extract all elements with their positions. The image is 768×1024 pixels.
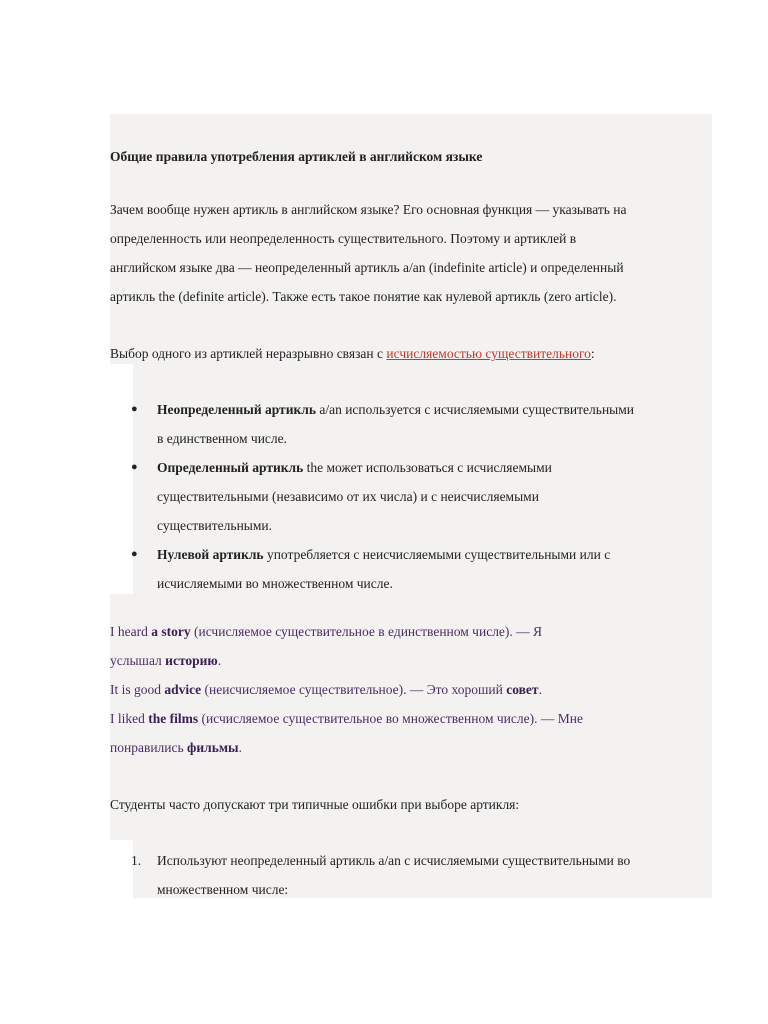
choice-text: Выбор одного из артиклей неразрывно связан с	[110, 346, 387, 361]
intro-paragraph-line-4: артикль the (definite article). Также есть такое понятие как нулевой артикль (zero article).	[110, 289, 617, 304]
example-1-line-1: I heard a story (исчисляемое существительное в единственном числе). — Я	[110, 624, 543, 639]
intro-paragraph-line-2: определенность или неопределенность существительного. Поэтому и артиклей в	[110, 231, 577, 246]
bullet-marker: ●	[131, 548, 138, 560]
choice-paragraph	[110, 339, 595, 368]
bullet-marker: ●	[131, 403, 138, 415]
example-3-line-2: понравились фильмы.	[110, 740, 242, 755]
errors-intro: Студенты часто допускают три типичные ошибки при выборе артикля:	[110, 797, 520, 812]
example-2: It is good advice (неисчисляемое существительное). — Это хороший совет.	[110, 682, 542, 697]
list-number: 1.	[131, 853, 142, 868]
page-title: Общие правила употребления артиклей в английском языке	[110, 149, 483, 164]
bullet-item-definite: Определенный артикль the может использоваться с исчисляемыми существительными (независимо от их числа) и с неисчисляемыми существительными.	[157, 460, 552, 533]
example-3-line-1: I liked the films (исчисляемое существительное во множественном числе). — Мне	[110, 711, 583, 726]
bullet-item-indefinite: Неопределенный артикль a/an используется с исчисляемыми существительными в единственном числе.	[157, 402, 635, 446]
numbered-item-1: Используют неопределенный артикль a/an с исчисляемыми существительными во множественном числе:	[157, 853, 631, 897]
bullet-item-zero: Нулевой артикль употребляется с неисчисляемыми существительными или с исчисляемыми во множественном числе.	[157, 547, 611, 591]
intro-paragraph-line-3: английском языке два — неопределенный артикль a/an (indefinite article) и определенный	[110, 260, 624, 275]
bullet-marker: ●	[131, 461, 138, 473]
example-1-line-2: услышал историю.	[110, 653, 222, 668]
intro-paragraph-line-1: Зачем вообще нужен артикль в английском языке? Его основная функция — указывать на	[110, 202, 627, 217]
choice-end: :	[590, 346, 595, 361]
countability-link[interactable]: исчисляемостью существительного	[386, 346, 591, 361]
